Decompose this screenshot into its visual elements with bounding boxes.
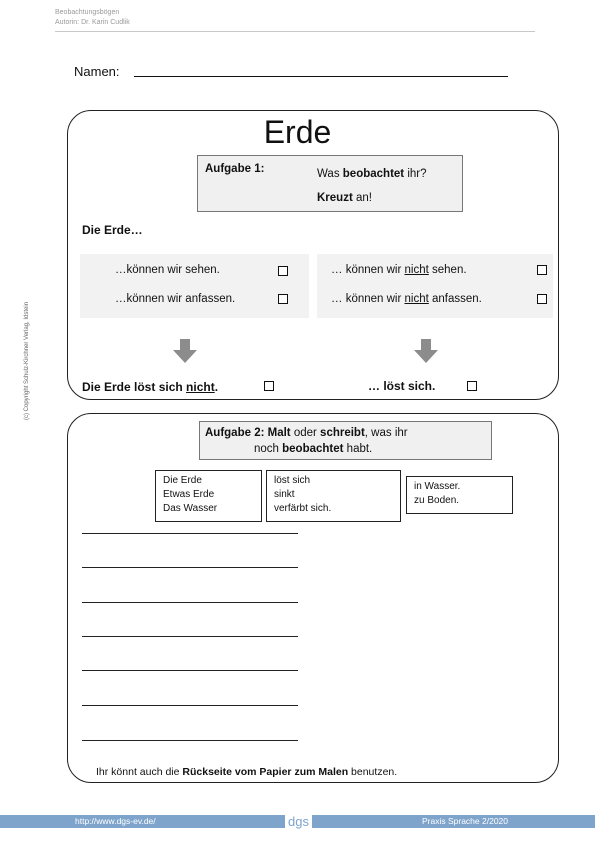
- option-label: …können wir sehen.: [115, 264, 220, 276]
- note-text: Ihr könnt auch die: [96, 766, 183, 778]
- dgs-logo: dgs: [285, 815, 312, 828]
- option-text: sehen.: [428, 264, 467, 276]
- result-right: … löst sich.: [368, 379, 436, 393]
- task1-line2: [317, 192, 372, 204]
- writing-line[interactable]: [82, 602, 298, 603]
- note-emphasis: Rückseite vom Papier zum Malen: [182, 766, 349, 778]
- header-author: Autorin: Dr. Karin Cudlik: [55, 19, 130, 26]
- task2-emphasis: schreibt: [320, 427, 365, 439]
- checkbox[interactable]: [264, 381, 274, 391]
- copyright-note: (c) Copyright Schulz-Kirchner Verlag, Idstein: [24, 301, 30, 420]
- footer-url[interactable]: http://www.dgs-ev.de/: [75, 816, 156, 826]
- task2-emphasis: Malt: [267, 427, 291, 439]
- checkbox[interactable]: [537, 265, 547, 275]
- option-label: [331, 293, 482, 305]
- writing-line[interactable]: [82, 670, 298, 671]
- checkbox[interactable]: [278, 294, 288, 304]
- bottom-note: [96, 766, 397, 778]
- option-text: … können wir: [331, 293, 405, 305]
- result-left: [82, 380, 218, 394]
- task2-label: Aufgabe 2:: [205, 427, 268, 439]
- writing-line[interactable]: [82, 567, 298, 568]
- result-emphasis: nicht: [186, 380, 215, 394]
- names-field[interactable]: [134, 76, 508, 77]
- word-box-places: [406, 476, 513, 514]
- footer-issue: Praxis Sprache 2/2020: [422, 816, 508, 826]
- names-label: Namen:: [74, 64, 120, 79]
- word-item: verfärbt sich.: [274, 503, 332, 514]
- task2-text: habt.: [343, 443, 373, 455]
- word-item: Das Wasser: [163, 503, 218, 514]
- option-text: anfassen.: [428, 293, 482, 305]
- header-title: Beobachtungsbögen: [55, 9, 120, 16]
- word-item: Etwas Erde: [163, 489, 215, 500]
- task1-text: Was: [317, 168, 343, 180]
- page-title: Erde: [263, 114, 332, 150]
- writing-line[interactable]: [82, 740, 298, 741]
- option-panel-right: [317, 254, 553, 318]
- writing-line[interactable]: [82, 705, 298, 706]
- word-item: sinkt: [274, 489, 295, 500]
- task2-line1: [205, 427, 408, 439]
- task2-text: , was ihr: [364, 427, 408, 439]
- task2-text: oder: [290, 427, 321, 439]
- task1-line1: [317, 168, 427, 180]
- task2-box: [199, 421, 492, 460]
- word-item: in Wasser.: [414, 481, 461, 492]
- task1-text: ihr?: [404, 168, 427, 180]
- result-text: Die Erde löst sich: [82, 380, 187, 394]
- word-box-verbs: [266, 470, 401, 522]
- word-item: Die Erde: [163, 475, 202, 486]
- task2-line2: [254, 443, 372, 455]
- checkbox[interactable]: [467, 381, 477, 391]
- note-text: benutzen.: [348, 766, 398, 778]
- option-panel-left: [80, 254, 309, 318]
- drawing-box: [67, 413, 559, 783]
- word-item: löst sich: [274, 475, 311, 486]
- writing-line[interactable]: [82, 636, 298, 637]
- checkbox[interactable]: [537, 294, 547, 304]
- task1-emphasis: Kreuzt: [317, 192, 353, 204]
- task1-text: an!: [352, 192, 372, 204]
- task1-box: [197, 155, 463, 212]
- word-item: zu Boden.: [414, 495, 460, 506]
- option-emphasis: nicht: [404, 264, 429, 276]
- task1-emphasis: beobachtet: [342, 168, 405, 180]
- option-label: [331, 264, 467, 276]
- header-divider: [55, 31, 535, 32]
- down-arrow-icon: [414, 339, 438, 363]
- option-label: …können wir anfassen.: [115, 293, 236, 305]
- word-box-subjects: [155, 470, 262, 522]
- result-text: .: [214, 380, 219, 394]
- task1-label: Aufgabe 1:: [205, 163, 265, 175]
- down-arrow-icon: [173, 339, 197, 363]
- writing-line[interactable]: [82, 533, 298, 534]
- task2-emphasis: beobachtet: [282, 443, 344, 455]
- intro-text: Die Erde…: [82, 223, 143, 237]
- option-emphasis: nicht: [404, 293, 429, 305]
- checkbox[interactable]: [278, 266, 288, 276]
- task2-text: noch: [254, 443, 283, 455]
- option-text: … können wir: [331, 264, 405, 276]
